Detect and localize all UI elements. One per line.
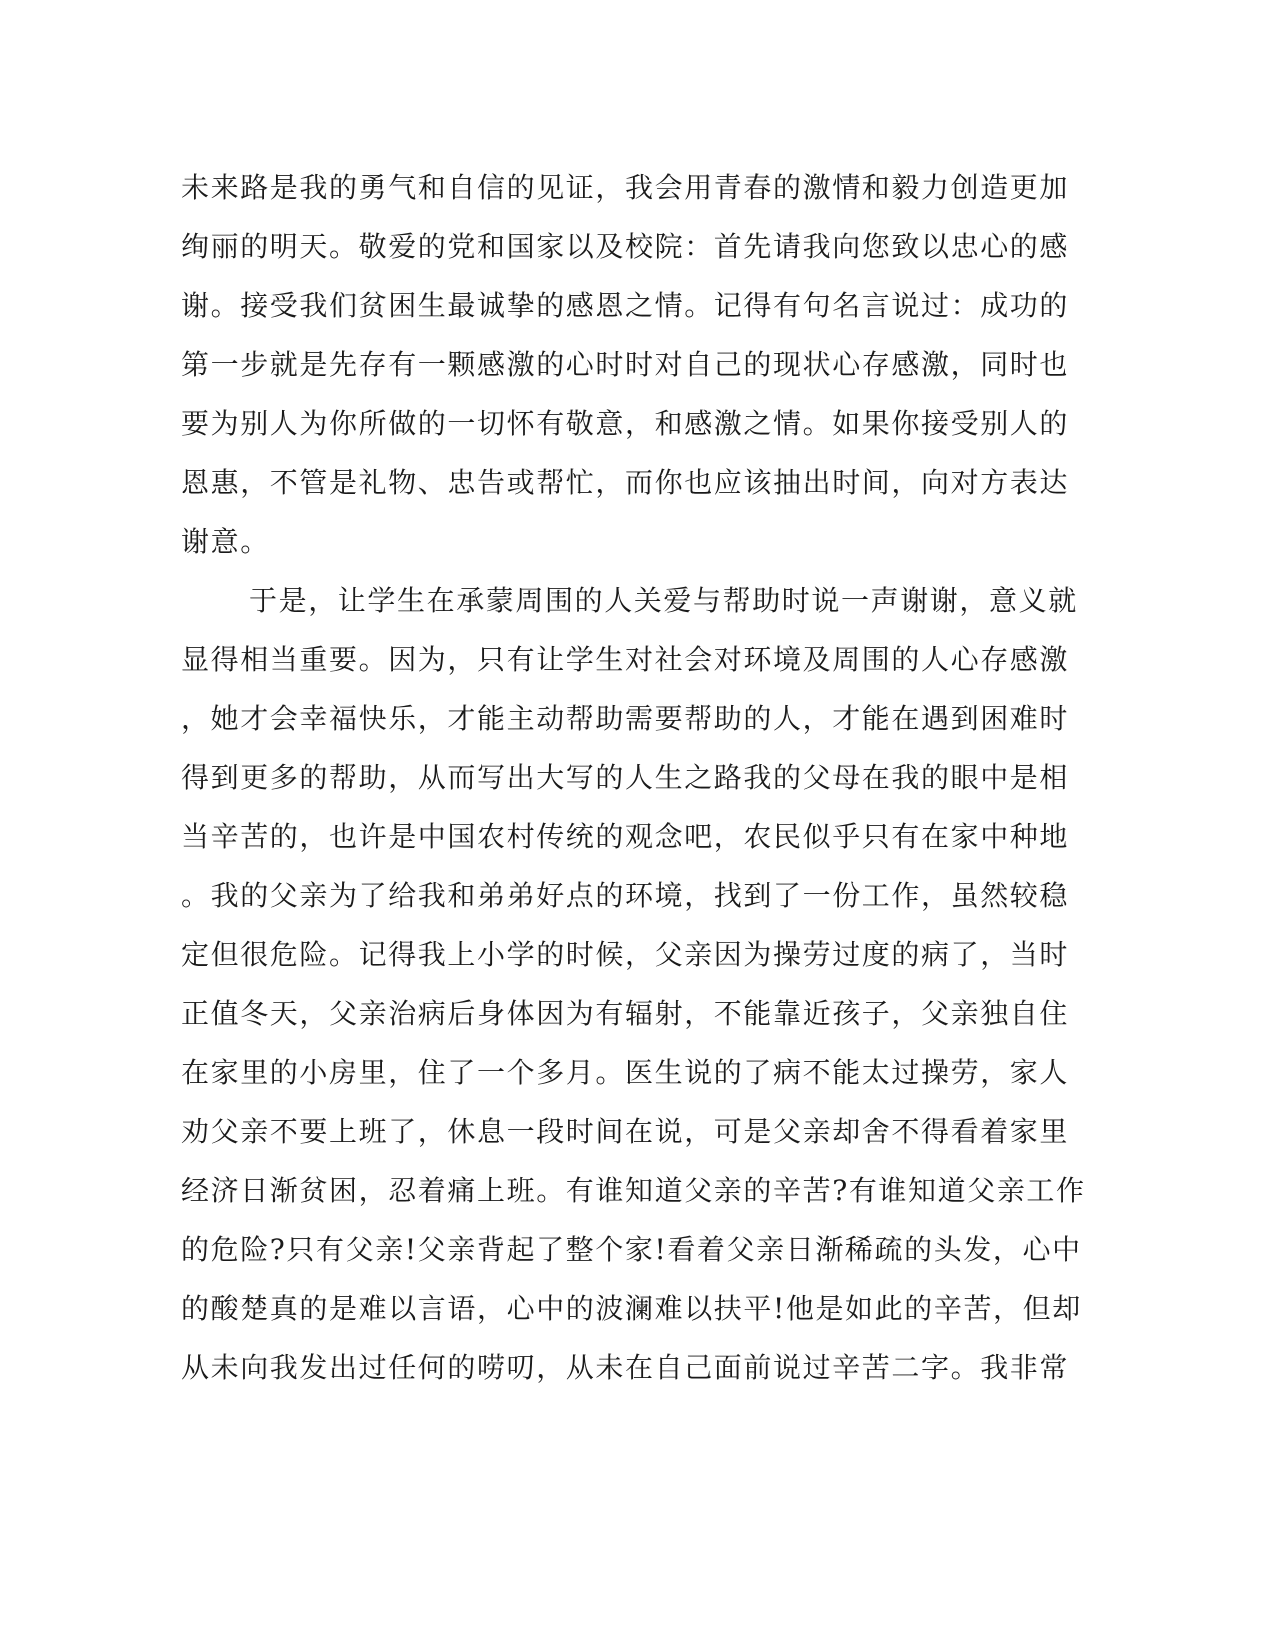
text-line: 的酸楚真的是难以言语，心中的波澜难以扶平!他是如此的辛苦，但却 bbox=[181, 1292, 1082, 1325]
text-line-indented: 于是，让学生在承蒙周围的人关爱与帮助时说一声谢谢，意义就 bbox=[249, 584, 1078, 617]
text-line: 定但很危险。记得我上小学的时候，父亲因为操劳过度的病了，当时 bbox=[181, 938, 1070, 971]
text-line: 谢。接受我们贫困生最诚挚的感恩之情。记得有句名言说过：成功的 bbox=[181, 289, 1070, 322]
text-line: 的危险?只有父亲!父亲背起了整个家!看着父亲日渐稀疏的头发，心中 bbox=[181, 1233, 1082, 1266]
text-line: 当辛苦的，也许是中国农村传统的观念吧，农民似乎只有在家中种地 bbox=[181, 820, 1070, 853]
text-line: 经济日渐贫困，忍着痛上班。有谁知道父亲的辛苦?有谁知道父亲工作 bbox=[181, 1174, 1086, 1207]
paragraph-1 bbox=[181, 158, 1070, 571]
text-line: 得到更多的帮助，从而写出大写的人生之路我的父母在我的眼中是相 bbox=[181, 761, 1070, 794]
text-line: 正值冬天，父亲治病后身体因为有辐射，不能靠近孩子，父亲独自住 bbox=[181, 997, 1070, 1030]
text-line: ，她才会幸福快乐，才能主动帮助需要帮助的人，才能在遇到困难时 bbox=[181, 702, 1070, 735]
text-line: 恩惠，不管是礼物、忠告或帮忙，而你也应该抽出时间，向对方表达 bbox=[181, 466, 1070, 499]
text-line: 在家里的小房里，住了一个多月。医生说的了病不能太过操劳，家人 bbox=[181, 1056, 1070, 1089]
text-line: 第一步就是先存有一颗感激的心时时对自己的现状心存感激，同时也 bbox=[181, 348, 1070, 381]
text-line: 要为别人为你所做的一切怀有敬意，和感激之情。如果你接受别人的 bbox=[181, 407, 1070, 440]
paragraph-2 bbox=[181, 571, 1086, 1397]
document-body bbox=[181, 158, 1086, 1397]
text-line: 。我的父亲为了给我和弟弟好点的环境，找到了一份工作，虽然较稳 bbox=[181, 879, 1070, 912]
text-line: 从未向我发出过任何的唠叨，从未在自己面前说过辛苦二字。我非常 bbox=[181, 1351, 1070, 1384]
text-line: 未来路是我的勇气和自信的见证，我会用青春的激情和毅力创造更加 bbox=[181, 171, 1070, 204]
text-line: 绚丽的明天。敬爱的党和国家以及校院：首先请我向您致以忠心的感 bbox=[181, 230, 1070, 263]
text-line: 显得相当重要。因为，只有让学生对社会对环境及周围的人心存感激 bbox=[181, 643, 1070, 676]
text-line: 谢意。 bbox=[181, 525, 270, 558]
text-line: 劝父亲不要上班了，休息一段时间在说，可是父亲却舍不得看着家里 bbox=[181, 1115, 1070, 1148]
